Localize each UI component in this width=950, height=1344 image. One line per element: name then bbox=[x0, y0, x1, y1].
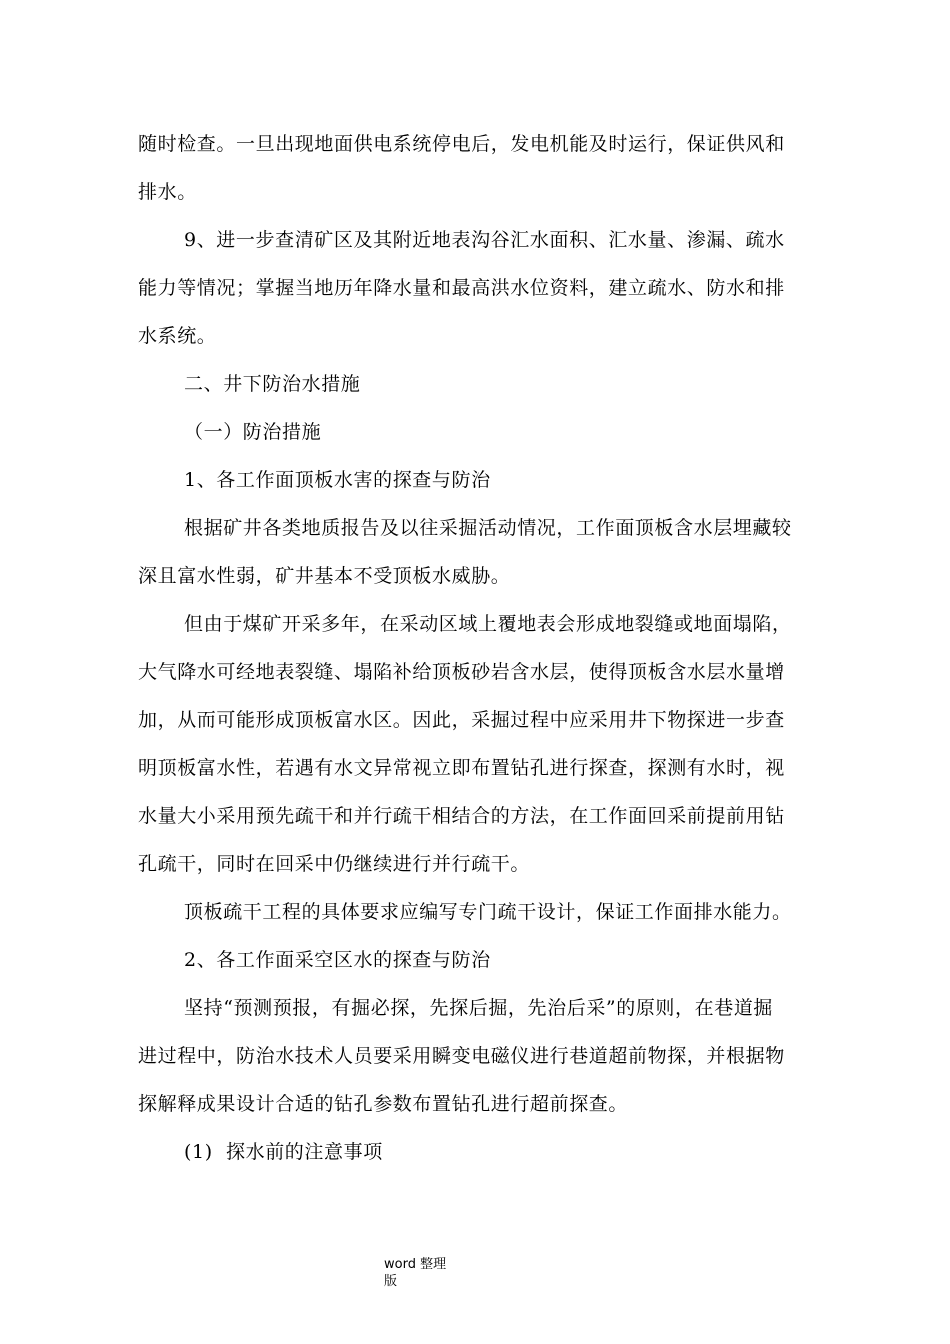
text-line: 9、进一步查清矿区及其附近地表沟谷汇水面积、汇水量、渗漏、疏水 bbox=[184, 229, 785, 251]
text-line: 明顶板富水性，若遇有水文异常视立即布置钻孔进行探查，探测有水时，视 bbox=[138, 757, 785, 779]
footer-line: word 整理 bbox=[384, 1257, 447, 1272]
footer-line: 版 bbox=[384, 1274, 398, 1289]
text-line: 随时检查。一旦出现地面供电系统停电后，发电机能及时运行，保证供风和 bbox=[138, 133, 785, 155]
text-line: 顶板疏干工程的具体要求应编写专门疏干设计，保证工作面排水能力。 bbox=[184, 901, 792, 923]
text-line: 孔疏干，同时在回采中仍继续进行并行疏干。 bbox=[138, 853, 531, 875]
text-line: 水系统。 bbox=[138, 325, 217, 347]
text-line: 坚持“预测预报，有掘必探，先探后掘，先治后采”的原则，在巷道掘 bbox=[184, 997, 774, 1019]
text-line: 进过程中，防治水技术人员要采用瞬变电磁仪进行巷道超前物探，并根据物 bbox=[138, 1045, 785, 1067]
text-line: 加，从而可能形成顶板富水区。因此，采掘过程中应采用井下物探进一步查 bbox=[138, 709, 785, 731]
text-line: 探解释成果设计合适的钻孔参数布置钻孔进行超前探查。 bbox=[138, 1093, 629, 1115]
text-line: 深且富水性弱，矿井基本不受顶板水威胁。 bbox=[138, 565, 511, 587]
text-line: 大气降水可经地表裂缝、塌陷补给顶板砂岩含水层，使得顶板含水层水量增 bbox=[138, 661, 785, 683]
subitem-heading: (1) 探水前的注意事项 bbox=[184, 1141, 383, 1163]
section-heading: 二、井下防治水措施 bbox=[184, 373, 361, 395]
text-line: 能力等情况；掌握当地历年降水量和最高洪水位资料，建立疏水、防水和排 bbox=[138, 277, 785, 299]
item-heading: 1、各工作面顶板水害的探查与防治 bbox=[184, 469, 491, 491]
subsection-heading: （一）防治措施 bbox=[184, 421, 322, 443]
text-line: 水量大小采用预先疏干和并行疏干相结合的方法，在工作面回采前提前用钻 bbox=[138, 805, 785, 827]
item-heading: 2、各工作面采空区水的探查与防治 bbox=[184, 949, 491, 971]
text-line: 根据矿井各类地质报告及以往采掘活动情况，工作面顶板含水层埋藏较 bbox=[184, 517, 792, 539]
text-line: 但由于煤矿开采多年，在采动区域上覆地表会形成地裂缝或地面塌陷， bbox=[184, 613, 792, 635]
text-line: 排水。 bbox=[138, 181, 197, 203]
